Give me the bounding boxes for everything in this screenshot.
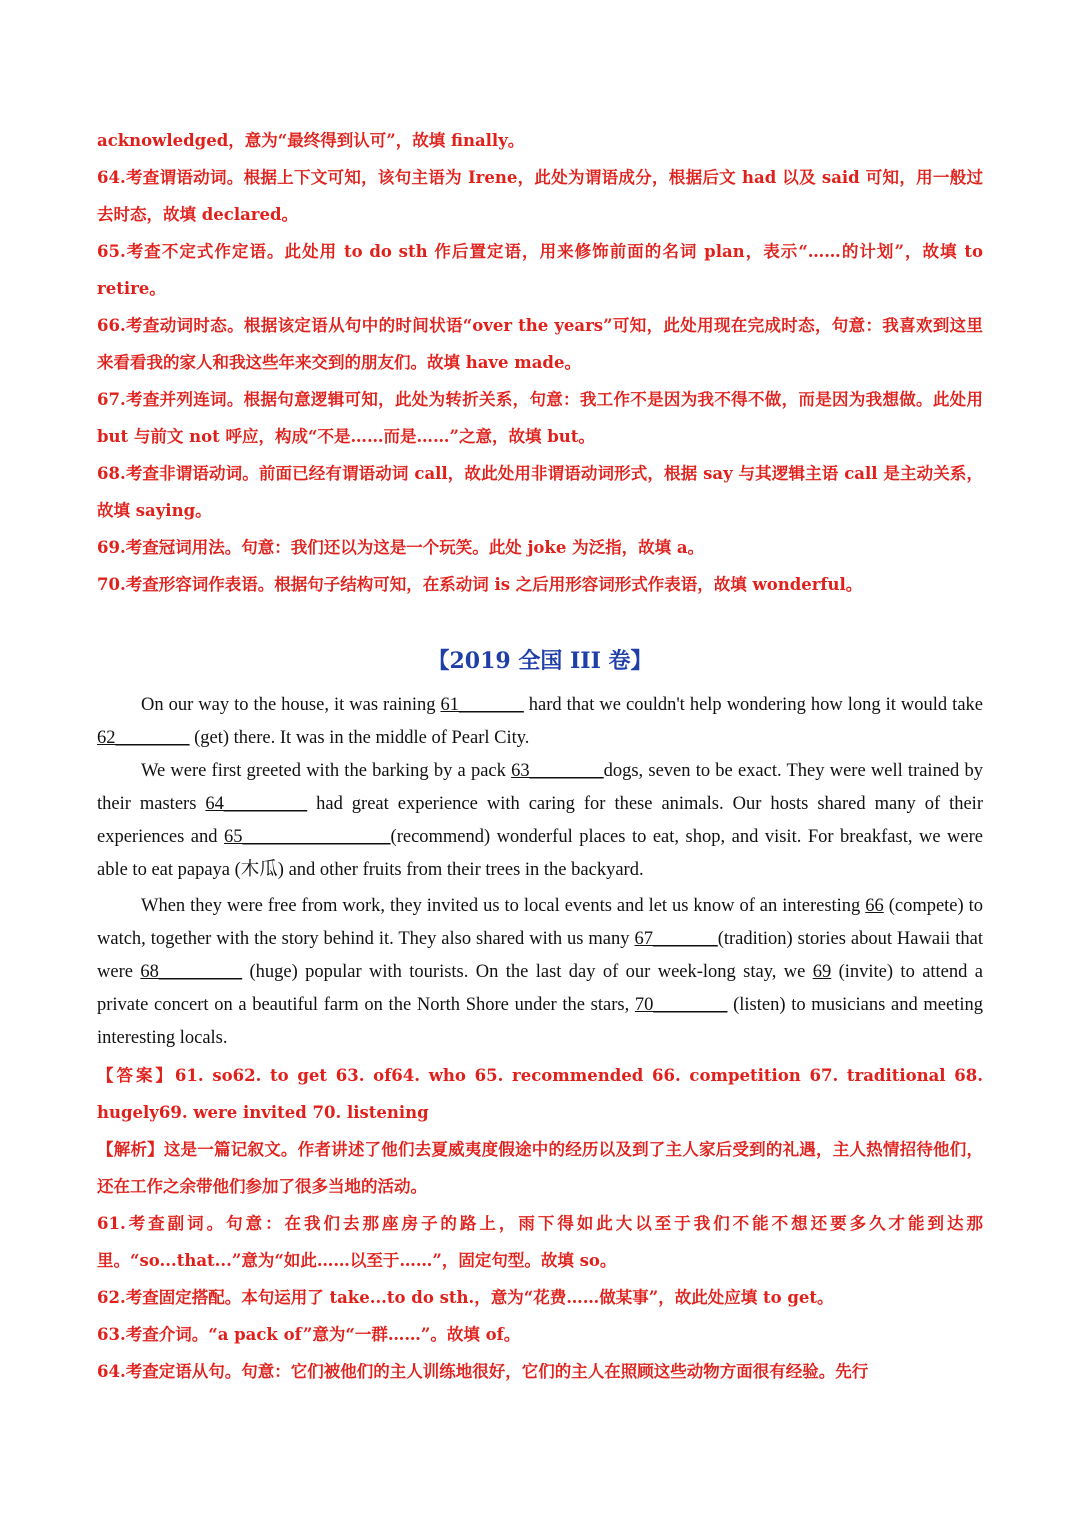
analysis-62: 62.考查固定搭配。本句运用了 take...to do sth.，意为“花费……做某事”，故此处应填 to get。 [97,1288,834,1307]
explanation-68: 68.考查非谓语动词。前面已经有谓语动词 call，故此处用非谓语动词形式，根据 say 与其逻辑主语 call 是主动关系，故填 saying。 [97,464,983,520]
passage-paragraph-1 [97,689,983,755]
passage-text: When they were free from work, they invited us to local events and let us know of an interesting [141,896,866,916]
document-page [97,122,983,1390]
analysis-64: 64.考查定语从句。句意：它们被他们的主人训练地很好，它们的主人在照顾这些动物方面很有经验。先行 [97,1362,869,1381]
passage-text: (huge) popular with tourists. On the last day of our week-long stay, we [242,962,813,982]
blank-61: 61_______ [440,695,524,715]
passage-text: dogs, seven to be exact. They were well trained by their masters [97,761,983,814]
blank-64: 64_________ [205,794,308,814]
passage-text: On our way to the house, it was raining [141,695,441,715]
explanation-69: 69.考查冠词用法。句意：我们还以为这是一个玩笑。此处 joke 为泛指，故填 a。 [97,538,705,557]
analysis-61: 61.考查副词。句意：在我们去那座房子的路上，雨下得如此大以至于我们不能不想还要多久才能到达那里。“so...that...”意为“如此……以至于……”，固定句型。故填 so。 [97,1214,983,1270]
analysis-summary: 【解析】这是一篇记叙文。作者讲述了他们去夏威夷度假途中的经历以及到了主人家后受到的礼遇，主人热情招待他们，还在工作之余带他们参加了很多当地的活动。 [97,1140,983,1196]
passage-text: (compete) to watch, together with the story behind it. They also shared with us many [97,896,984,949]
blank-68: 68_________ [140,962,243,982]
blank-67: 67_______ [634,929,718,949]
blank-62: 62________ [97,728,190,748]
section-title: 【2019 全国 III 卷】 [427,648,653,674]
passage-text: hard that we couldn't help wondering how long it would take [523,695,983,715]
passage-text: (recommend) wonderful places to eat, shop, and visit. For breakfast, we were able to eat papaya (木瓜) and other fruits from their trees in the backyard. [97,827,983,880]
answer-key: 【答案】61. so62. to get 63. of64. who 65. recommended 66. competition 67. traditional 68. hugely69. were invited 70. listening [97,1066,983,1122]
passage-paragraph-3 [97,890,983,1055]
passage-text: (get) there. It was in the middle of Pearl City. [189,728,530,748]
blank-65: 65________________ [224,827,391,847]
explanation-64: 64.考查谓语动词。根据上下文可知，该句主语为 Irene，此处为谓语成分，根据后文 had 以及 said 可知，用一般过去时态，故填 declared。 [97,168,983,224]
passage-text: We were first greeted with the barking by a pack [141,761,512,781]
passage-paragraph-2 [97,755,983,887]
passage-text: had great experience with caring for these animals. Our hosts shared many of their experiences and [97,794,983,847]
explanation-63-end: acknowledged，意为“最终得到认可”，故填 finally。 [97,131,525,150]
passage-text: (tradition) stories about Hawaii that were [97,929,983,982]
blank-70: 70________ [634,995,728,1015]
blank-69: 69 [812,962,832,982]
blank-63: 63________ [511,761,604,781]
explanation-65: 65.考查不定式作定语。此处用 to do sth 作后置定语，用来修饰前面的名词 plan，表示“……的计划”，故填 to retire。 [97,242,983,298]
explanation-66: 66.考查动词时态。根据该定语从句中的时间状语“over the years”可知，此处用现在完成时态，句意：我喜欢到这里来看看我的家人和我这些年来交到的朋友们。故填 have made。 [97,316,983,372]
explanation-70: 70.考查形容词作表语。根据句子结构可知，在系动词 is 之后用形容词形式作表语，故填 wonderful。 [97,575,863,594]
passage-text: (invite) to attend a private concert on a beautiful farm on the North Shore under the stars, [97,962,983,1015]
passage-text: (listen) to musicians and meeting interesting locals. [97,995,983,1048]
blank-66: 66 [865,896,884,916]
analysis-63: 63.考查介词。“a pack of”意为“一群……”。故填 of。 [97,1325,521,1344]
explanation-67: 67.考查并列连词。根据句意逻辑可知，此处为转折关系，句意：我工作不是因为我不得不做，而是因为我想做。此处用 but 与前文 not 呼应，构成“不是……而是……”之意，故填 but。 [97,390,983,446]
